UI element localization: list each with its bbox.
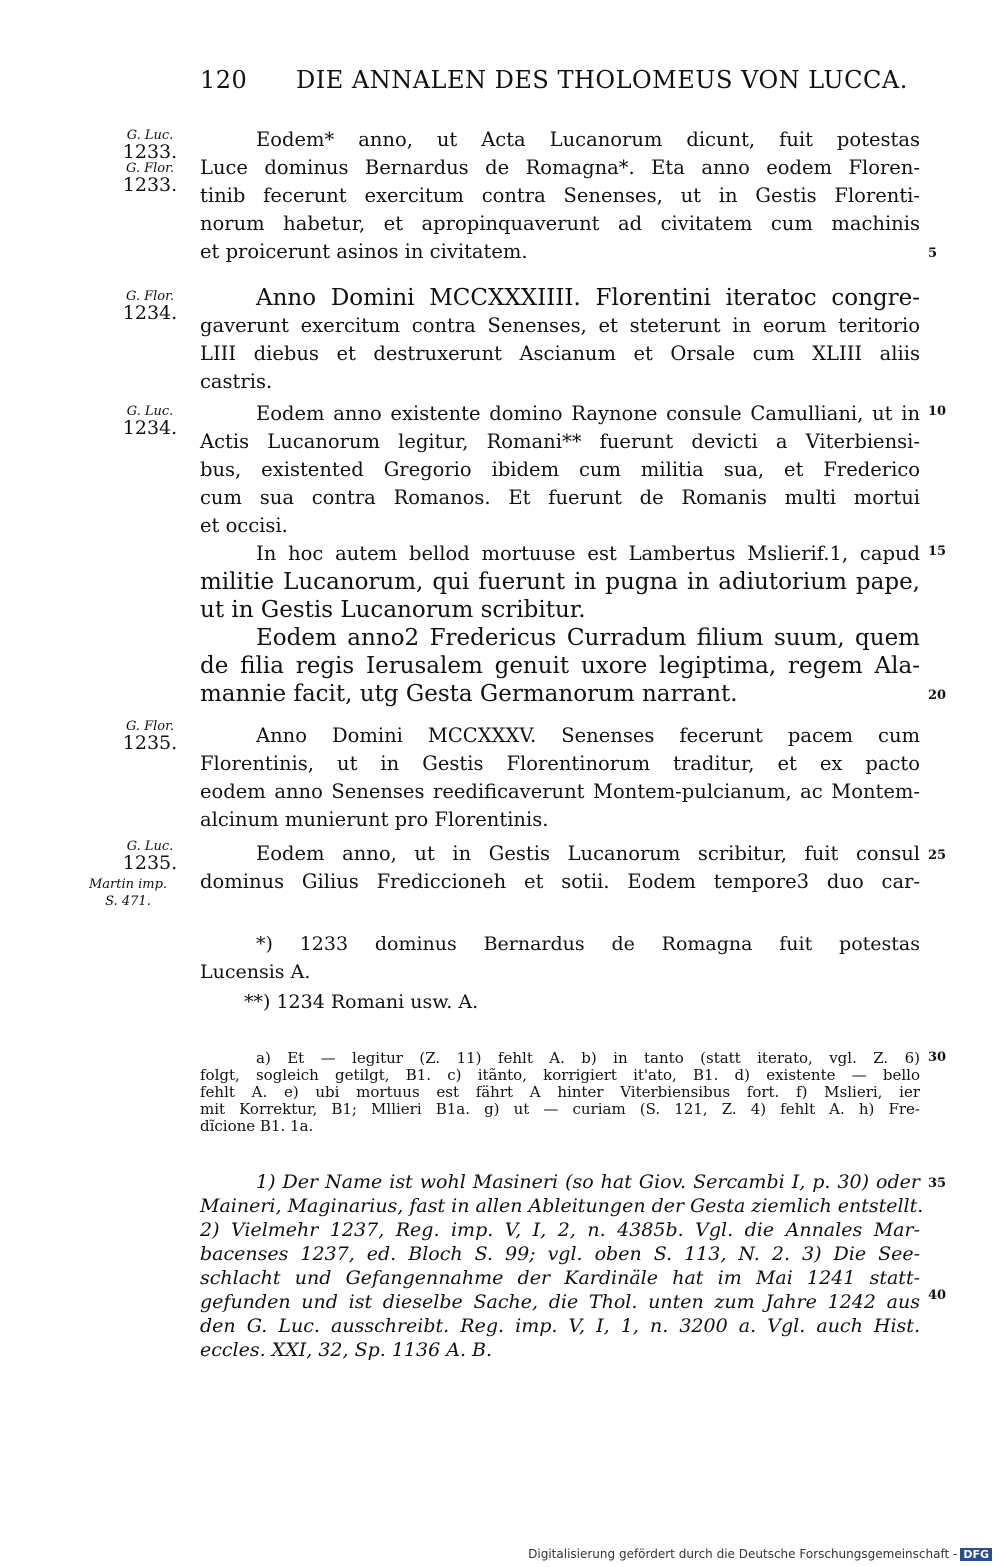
- text-line: Luce dominus Bernardus de Romagna*. Eta anno eodem Floren-: [200, 156, 920, 179]
- variant-note: fehlt A. e) ubi mortuus est fährt A hinter Viterbiensibus fort. f) Mslieri, ier: [200, 1083, 920, 1101]
- text-line: bus, existented Gregorio ibidem cum militia sua, et Frederico: [200, 458, 920, 481]
- commentary-line: Maineri, Maginarius, fast in allen Ableitungen der Gesta ziemlich entstellt.: [200, 1195, 924, 1217]
- line-number: 25: [928, 848, 947, 863]
- line-number: 15: [928, 544, 947, 559]
- commentary-line: den G. Luc. ausschreibt. Reg. imp. V, I, 1, n. 3200 a. Vgl. auch Hist.: [200, 1315, 920, 1337]
- text-line: Anno Domini MCCXXXV. Senenses fecerunt pacem cum: [256, 724, 920, 747]
- text-line: dominus Gilius Frediccioneh et sotii. Eodem tempore3 duo car-: [200, 870, 920, 893]
- variant-note: a) Et — legitur (Z. 11) fehlt A. b) in tanto (statt iterato, vgl. Z. 6): [256, 1049, 920, 1067]
- footer-text: Digitalisierung gefördert durch die Deutsche Forschungsgemeinschaft -: [528, 1547, 958, 1561]
- text-line: mannie facit, utg Gesta Germanorum narrant.: [200, 681, 738, 707]
- text-line: LIII diebus et destruxerunt Ascianum et Orsale cum XLIII aliis: [200, 342, 920, 365]
- margin-note: Martin imp. S. 471.: [88, 877, 168, 909]
- commentary-line: 1) Der Name ist wohl Masineri (so hat Giov. Sercambi I, p. 30) oder: [256, 1171, 920, 1193]
- commentary-line: gefunden und ist dieselbe Sache, die Thol. unten zum Jahre 1242 aus: [200, 1291, 920, 1313]
- text-line: et occisi.: [200, 514, 288, 537]
- variant-note: dĩcione B1. 1a.: [200, 1117, 314, 1135]
- line-number: 30: [928, 1050, 947, 1065]
- margin-note: G. Luc. 1234.: [122, 404, 178, 439]
- text-line: Anno Domini MCCXXXIIII. Florentini iteratoc congre-: [256, 285, 920, 311]
- margin-note: G. Luc. 1235.: [122, 839, 178, 874]
- text-line: castris.: [200, 370, 273, 393]
- text-line: alcinum munierunt pro Florentinis.: [200, 808, 549, 831]
- star-note: *) 1233 dominus Bernardus de Romagna fuit potestas: [256, 933, 920, 955]
- margin-note: G. Luc. 1233.: [122, 128, 178, 163]
- text-line: In hoc autem bellod mortuuse est Lambertus Mslierif.1, capud: [256, 542, 920, 565]
- commentary-line: schlacht und Gefangennahme der Kardinäle hat im Mai 1241 statt-: [200, 1267, 920, 1289]
- text-line: norum habetur, et apropinquaverunt ad civitatem cum machinis: [200, 212, 920, 235]
- margin-note: G. Flor. 1233.: [122, 161, 178, 196]
- line-number: 10: [928, 404, 947, 419]
- dfg-logo: DFG: [960, 1548, 992, 1561]
- star-note: **) 1234 Romani usw. A.: [244, 991, 479, 1013]
- running-title: DIE ANNALEN DES THOLOMEUS VON LUCCA.: [296, 66, 908, 94]
- text-line: gaverunt exercitum contra Senenses, et steterunt in eorum teritorio: [200, 314, 920, 337]
- commentary-line: bacenses 1237, ed. Bloch S. 99; vgl. oben S. 113, N. 2. 3) Die See-: [200, 1243, 920, 1265]
- line-number: 40: [928, 1288, 947, 1303]
- margin-note: G. Flor. 1234.: [122, 289, 178, 324]
- line-number: 35: [928, 1176, 947, 1191]
- page-number: 120: [200, 66, 248, 94]
- commentary-line: 2) Vielmehr 1237, Reg. imp. V, I, 2, n. 4385b. Vgl. die Annales Mar-: [200, 1219, 920, 1241]
- text-line: Eodem anno, ut in Gestis Lucanorum scribitur, fuit consul: [256, 842, 920, 865]
- text-line: de filia regis Ierusalem genuit uxore legiptima, regem Ala-: [200, 653, 920, 679]
- text-line: Florentinis, ut in Gestis Florentinorum traditur, et ex pacto: [200, 752, 920, 775]
- star-note: Lucensis A.: [200, 961, 311, 983]
- margin-note: G. Flor. 1235.: [122, 719, 178, 754]
- text-line: Eodem anno existente domino Raynone consule Camulliani, ut in: [256, 402, 920, 425]
- text-line: Eodem* anno, ut Acta Lucanorum dicunt, fuit potestas: [256, 128, 920, 151]
- text-line: tinib fecerunt exercitum contra Senenses, ut in Gestis Florenti-: [200, 184, 920, 207]
- text-line: Eodem anno2 Fredericus Curradum filium suum, quem: [256, 625, 920, 651]
- text-line: cum sua contra Romanos. Et fuerunt de Romanis multi mortui: [200, 486, 920, 509]
- line-number: 5: [928, 246, 938, 261]
- text-line: ut in Gestis Lucanorum scribitur.: [200, 597, 586, 623]
- variant-note: mit Korrektur, B1; Mllieri B1a. g) ut — curiam (S. 121, Z. 4) fehlt A. h) Fre-: [200, 1100, 920, 1118]
- commentary-line: eccles. XXI, 32, Sp. 1136 A. B.: [200, 1339, 493, 1361]
- line-number: 20: [928, 688, 947, 703]
- text-line: militie Lucanorum, qui fuerunt in pugna in adiutorium pape,: [200, 569, 920, 595]
- text-line: Actis Lucanorum legitur, Romani** fuerunt devicti a Viterbiensi-: [200, 430, 920, 453]
- digitization-footer: [528, 1547, 992, 1561]
- text-line: et proicerunt asinos in civitatem.: [200, 240, 528, 263]
- text-line: eodem anno Senenses reedificaverunt Montem-pulcianum, ac Montem-: [200, 780, 920, 803]
- variant-note: folgt, sogleich getilgt, B1. c) itãnto, korrigiert it'ato, B1. d) existente — bello: [200, 1066, 920, 1084]
